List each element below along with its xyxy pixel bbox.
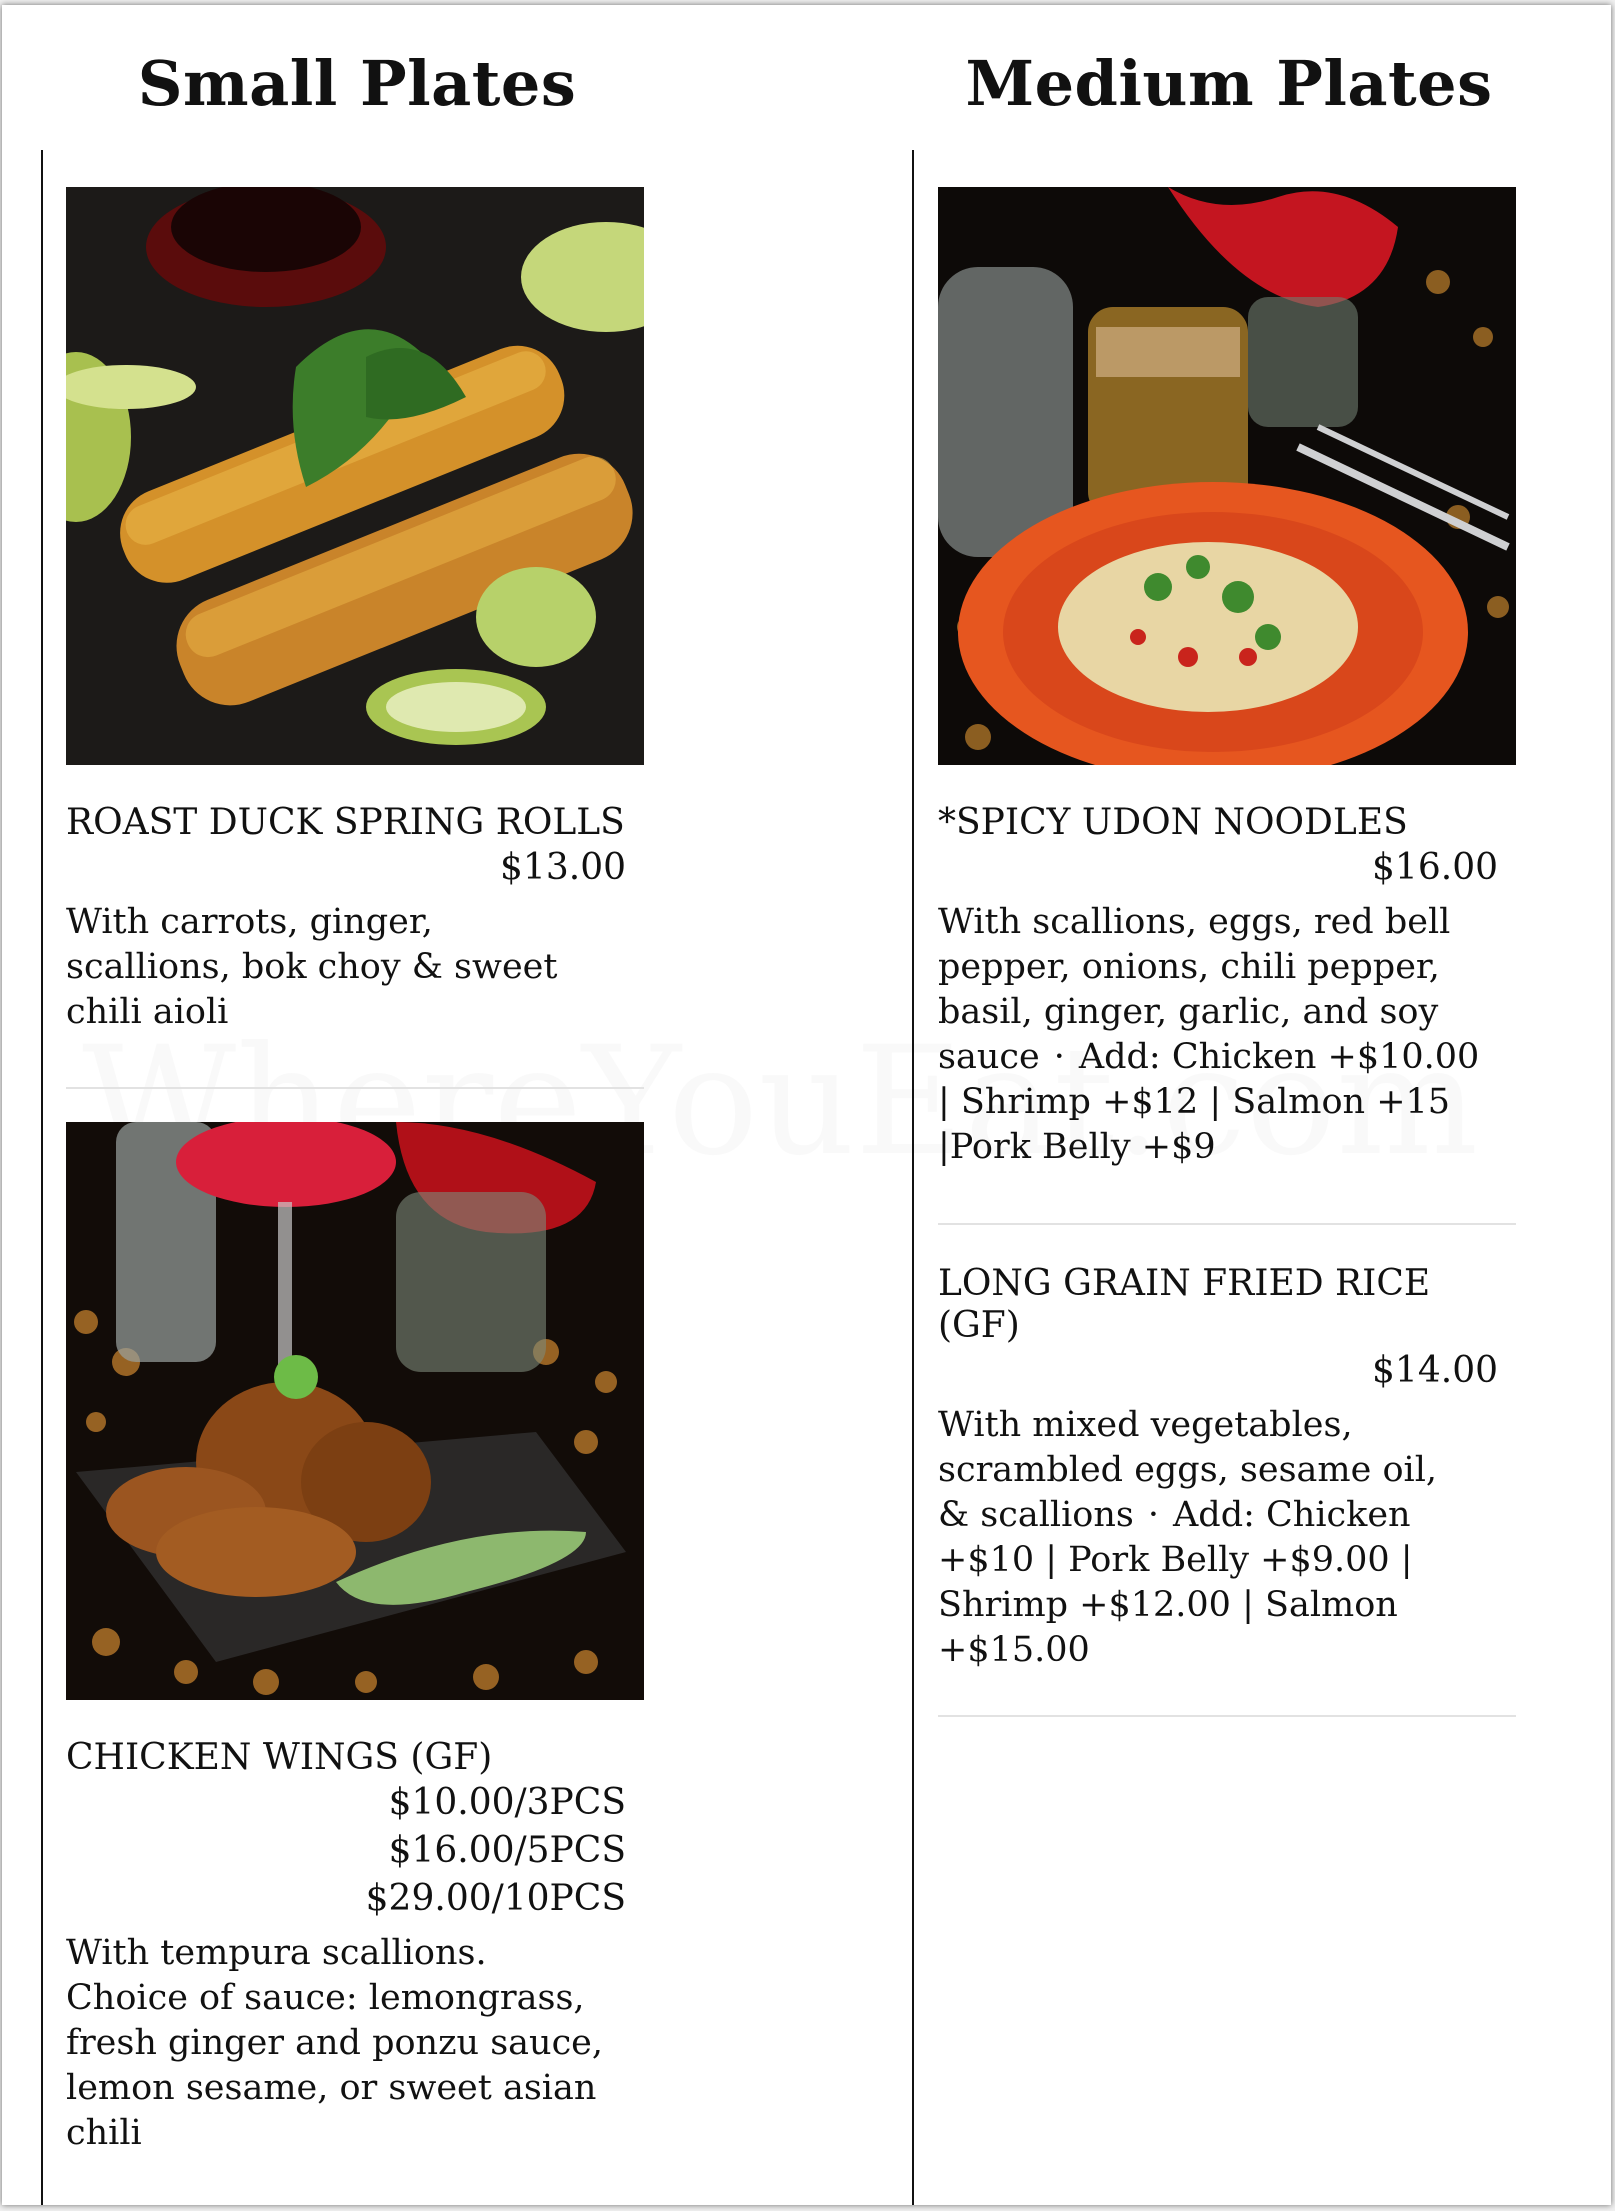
item-description: With carrots, ginger, scallions, bok choy & sweet chili aioli (66, 902, 558, 1032)
separator-dot: · (1053, 1037, 1065, 1077)
item-description (938, 900, 1493, 1170)
item-divider (66, 1087, 644, 1089)
section-title-small-plates: Small Plates (137, 47, 577, 120)
item-description-text: With mixed vegetables, scrambled eggs, sesame oil, & scallions (938, 1405, 1438, 1535)
section-title-medium-plates: Medium Plates (965, 47, 1493, 120)
item-price: $16.00 (1372, 847, 1498, 888)
item-name: LONG GRAIN FRIED RICE (GF) (938, 1263, 1431, 1346)
chicken-wings-photo (66, 1122, 644, 1700)
item-price: $14.00 (1372, 1350, 1498, 1391)
menu-item-chicken-wings (66, 1737, 626, 2156)
item-name: CHICKEN WINGS (GF) (66, 1737, 493, 1778)
item-price-3pcs: $10.00/3PCS (388, 1782, 626, 1823)
menu-item-udon-noodles (938, 802, 1498, 1170)
item-price: $13.00 (500, 847, 626, 888)
item-name: *SPICY UDON NOODLES (938, 802, 1408, 843)
item-description-text: With scallions, eggs, red bell pepper, onions, chili pepper, basil, ginger, garlic, and soy sauce (938, 902, 1451, 1077)
udon-noodles-photo (938, 187, 1516, 765)
menu-page (2, 5, 1611, 2205)
item-addons: Add: Chicken +$10.00 | Shrimp +$12 | Salmon +15 |Pork Belly +$9 (938, 1037, 1480, 1167)
separator-dot: · (1147, 1495, 1160, 1535)
item-addons: Add: Chicken +$10 | Pork Belly +$9.00 | Shrimp +$12.00 | Salmon +$15.00 (938, 1495, 1413, 1670)
column-divider-left (41, 150, 43, 2205)
item-price-10pcs: $29.00/10PCS (365, 1878, 626, 1919)
item-name: ROAST DUCK SPRING ROLLS (66, 802, 625, 843)
menu-item-fried-rice (938, 1263, 1498, 1673)
column-divider-middle (912, 150, 914, 2205)
item-divider (938, 1223, 1516, 1225)
spring-rolls-photo (66, 187, 644, 765)
item-divider (938, 1715, 1516, 1717)
item-description (938, 1403, 1478, 1673)
item-price-5pcs: $16.00/5PCS (388, 1830, 626, 1871)
menu-item-spring-rolls (66, 802, 626, 1035)
item-description: With tempura scallions. Choice of sauce: lemongrass, fresh ginger and ponzu sauce, lemon sesame, or sweet asian chili (66, 1933, 604, 2153)
